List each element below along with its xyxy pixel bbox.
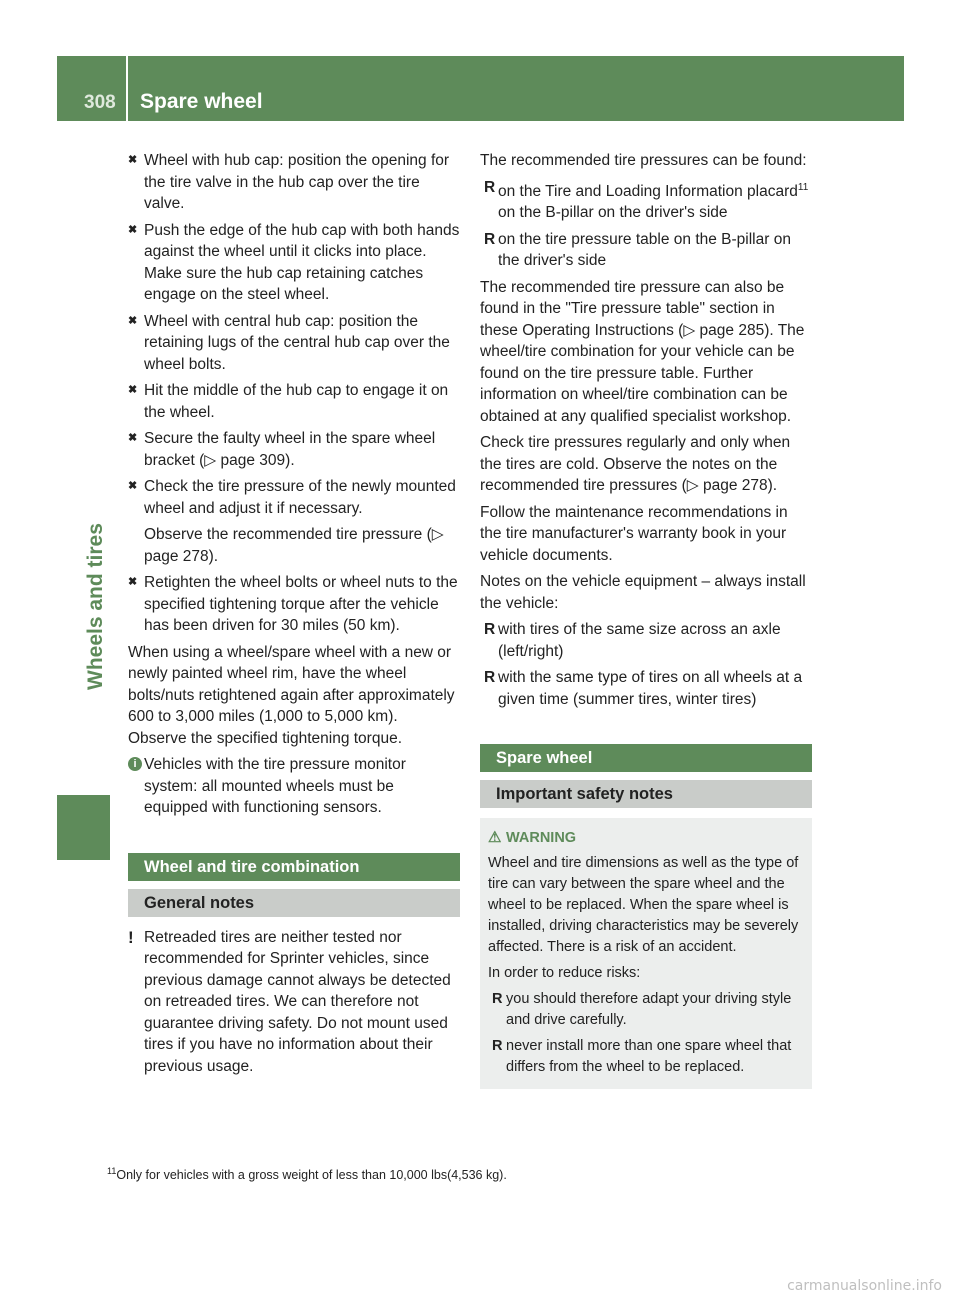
body-paragraph: Notes on the vehicle equipment – always install the vehicle: (480, 573, 806, 612)
section-heading: Wheel and tire combination (128, 853, 460, 881)
bullet-icon: R (484, 669, 496, 687)
list-item: R never install more than one spare wheel that differs from the wheel to be replaced. (492, 1038, 792, 1076)
caution-note: ! Retreaded tires are neither tested nor recommended for Sprinter vehicles, since previous damage cannot always be detected on retreaded tires. We can therefore not guarantee driving safety. Do not mount used tires if you have no information about their previous usage. (128, 927, 451, 1075)
step-note: Observe the recommended tire pressure (▷ page 278). (144, 526, 444, 565)
instruction-step: ✖ Wheel with central hub cap: position the retaining lugs of the central hub cap over the wheel bolts. (128, 311, 460, 376)
bullet-icon: R (484, 230, 496, 248)
instruction-step: ✖ Secure the faulty wheel in the spare wheel bracket (▷ page 309). (128, 428, 460, 471)
exclamation-icon: ! (128, 927, 134, 947)
bullet-icon: R (492, 991, 503, 1008)
info-note: i Vehicles with the tire pressure monitor system: all mounted wheels must be equipped with functioning sensors. (128, 754, 460, 819)
right-column (480, 150, 812, 1089)
step-arrow-icon (128, 380, 137, 402)
section-heading: Spare wheel (480, 744, 812, 772)
list-item: R with tires of the same size across an axle (left/right) (484, 621, 781, 660)
step-arrow-icon (128, 572, 137, 594)
instruction-step: ✖ Hit the middle of the hub cap to engage it on the wheel. (128, 380, 460, 423)
header-divider (126, 56, 128, 121)
body-paragraph: The recommended tire pressures can be found: (480, 152, 807, 169)
body-paragraph: The recommended tire pressure can also be found in the "Tire pressure table" section in these Operating Instructions (▷ page 285). The wheel/tire combination for your vehicle can be found on the tire pressure table. Further information on wheel/tire combination can be obtained at any qualified specialist workshop. (480, 278, 805, 425)
list-item: R you should therefore adapt your driving style and drive carefully. (492, 991, 792, 1029)
warning-box (480, 818, 812, 1089)
list-item: R with the same type of tires on all wheels at a given time (summer tires, winter tires) (484, 669, 803, 708)
step-arrow-icon (128, 428, 137, 450)
body-paragraph: Check tire pressures regularly and only when the tires are cold. Observe the notes on the recommended tire pressures (▷ page 278). (480, 434, 791, 495)
list-item: R on the tire pressure table on the B-pillar on the driver's side (484, 230, 791, 270)
watermark: carmanualsonline.info (787, 1278, 942, 1294)
page-number: 308 (84, 92, 116, 113)
step-arrow-icon (128, 311, 137, 333)
side-tab-marker (57, 795, 110, 860)
bullet-icon: R (484, 178, 496, 196)
page-title: Spare wheel (140, 90, 263, 113)
side-tab-label: Wheels and tires (84, 523, 107, 690)
info-icon: i (128, 757, 142, 771)
step-arrow-icon (128, 476, 137, 498)
list-item: R on the Tire and Loading Information placard$^{11}$ on the B-pillar on the driver's side (484, 178, 809, 222)
instruction-step: ✖ Wheel with hub cap: position the opening for the tire valve in the hub cap over the tire valve. (128, 150, 460, 215)
subsection-heading: General notes (128, 889, 460, 917)
warning-text: In order to reduce risks: (488, 965, 641, 982)
instruction-step: ✖ Retighten the wheel bolts or wheel nuts to the specified tightening torque after the vehicle has been driven for 30 miles (50 km). (128, 572, 460, 637)
bullet-icon: R (492, 1038, 503, 1055)
subsection-heading: Important safety notes (480, 780, 812, 808)
left-column (128, 150, 460, 1082)
body-paragraph: When using a wheel/spare wheel with a new or newly painted wheel rim, have the wheel bolts/nuts retightened again after approximately 600 to 3,000 miles (1,000 to 5,000 km). Observe the specified tightening torque. (128, 643, 455, 747)
instruction-step: ✖ Check the tire pressure of the newly mounted wheel and adjust it if necessary. (128, 476, 460, 519)
footnote-ref: 11 (797, 181, 809, 193)
footnote: $^{11}$Only for vehicles with a gross weight of less than 10,000 lbs(4,536 kg). (107, 1166, 507, 1183)
step-arrow-icon (128, 220, 137, 242)
body-paragraph: Follow the maintenance recommendations in the tire manufacturer's warranty book in your vehicle documents. (480, 503, 788, 564)
instruction-step: ✖ Push the edge of the hub cap with both hands against the wheel until it clicks into place. Make sure the hub cap retaining catches engage on the steel wheel. (128, 220, 460, 306)
warning-text: Wheel and tire dimensions as well as the type of tire can vary between the spare wheel and the wheel to be replaced. When the spare wheel is installed, driving characteristics may be severely affected. There is a risk of an accident. (488, 855, 799, 956)
step-arrow-icon (128, 150, 137, 172)
warning-title: ⚠ WARNING (488, 829, 577, 847)
warning-triangle-icon: ⚠ (488, 829, 502, 847)
bullet-icon: R (484, 621, 496, 639)
